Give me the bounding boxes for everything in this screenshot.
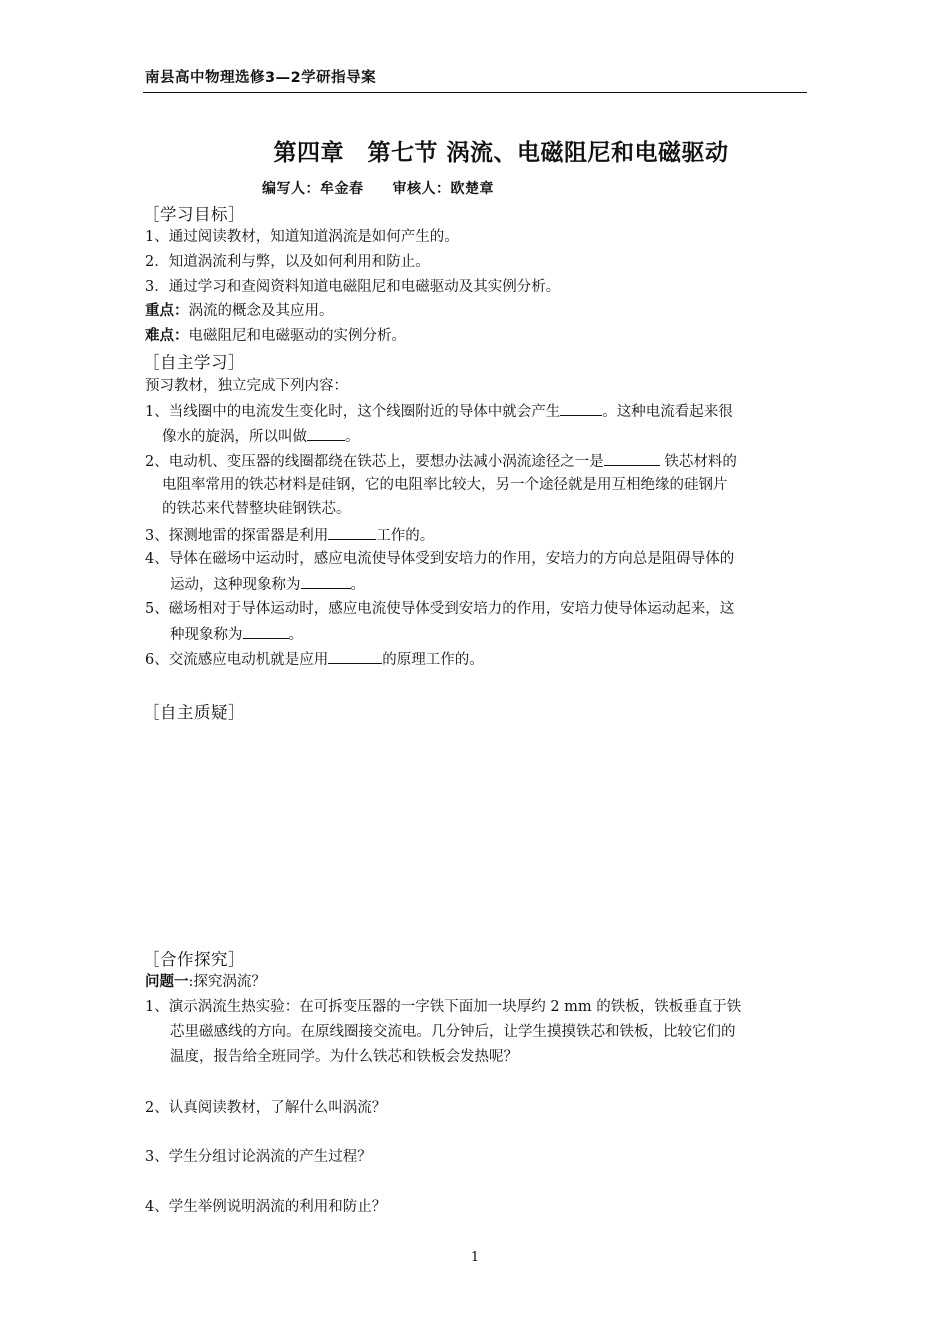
question-1-text-d: 。 [345,429,360,445]
question-5-line-2 [170,624,303,645]
cooperate-item-1-line-3: 温度，报告给全班同学。为什么铁芯和铁板会发热呢？ [170,1049,518,1065]
question-4-line-2 [170,574,365,595]
question-1-blank-2[interactable] [307,426,345,441]
section-heading-self-question: ［自主质疑］ [143,703,245,722]
question-2-blank-1[interactable] [604,451,660,466]
question-2-line-1 [145,451,737,472]
page-title: 第四章 第七节 涡流、电磁阻尼和电磁驱动 [273,140,729,166]
difficult-point-label: 难点： [145,328,189,344]
question-5-blank[interactable] [243,624,289,639]
problem-one [145,972,266,992]
question-2-text-b: 铁芯材料的 [659,454,737,470]
question-5-text-b: 种现象称为 [170,627,243,643]
question-6-text-a: 6、交流感应电动机就是应用 [145,652,329,668]
question-3 [145,525,434,546]
key-point [145,301,334,321]
section-heading-goals: ［学习目标］ [143,205,245,224]
difficult-point [145,326,406,346]
goal-item-1: 1、通过阅读教材，知道知道涡流是如何产生的。 [145,229,459,245]
question-6-text-b: 的原理工作的。 [382,652,484,668]
question-4-line-1: 4、导体在磁场中运动时，感应电流使导体受到安培力的作用，安培力的方向总是阻碍导体的 [145,551,735,567]
question-1-line-1 [145,401,733,422]
question-1-text-c: 像水的旋涡，所以叫做 [162,429,307,445]
key-point-label: 重点： [145,303,189,319]
self-study-intro: 预习教材，独立完成下列内容： [145,378,348,394]
question-4-text-c: 。 [350,577,365,593]
cooperate-item-1-line-2: 芯里磁感线的方向。在原线圈接交流电。几分钟后，让学生摸摸铁芯和铁板，比较它们的 [170,1024,736,1040]
question-5-text-c: 。 [288,627,303,643]
key-point-text: 涡流的概念及其应用。 [188,303,334,319]
question-3-blank[interactable] [328,525,376,540]
section-heading-self-study: ［自主学习］ [143,353,245,372]
question-4-blank[interactable] [301,574,351,589]
question-1-text-a: 1、当线圈中的电流发生变化时，这个线圈附近的导体中就会产生 [145,404,561,420]
question-5-line-1: 5、磁场相对于导体运动时，感应电流使导体受到安培力的作用，安培力使导体运动起来，这 [145,601,735,617]
difficult-point-text: 电磁阻尼和电磁驱动的实例分析。 [188,328,406,344]
question-1-text-b: 。这种电流看起来很 [602,404,733,420]
question-1-line-2 [162,426,360,447]
section-heading-cooperate: ［合作探究］ [143,950,245,969]
question-1-blank-1[interactable] [560,401,602,416]
question-3-text-a: 3、探测地雷的探雷器是利用 [145,528,329,544]
problem-one-label: 问题一 [145,974,189,990]
goal-item-2: 2．知道涡流利与弊，以及如何利用和防止。 [145,254,430,270]
question-6-blank[interactable] [328,649,382,664]
page-number: 1 [470,1250,480,1265]
question-2-text-a: 2、电动机、变压器的线圈都绕在铁芯上，要想办法减小涡流途径之一是 [145,454,604,470]
question-4-text-b: 运动，这种现象称为 [170,577,301,593]
cooperate-item-3: 3、学生分组讨论涡流的产生过程？ [145,1149,372,1165]
cooperate-item-2: 2、认真阅读教材，了解什么叫涡流？ [145,1100,387,1116]
question-6 [145,649,484,670]
authors-line: 编写人：牟金春 审核人：欧楚章 [262,181,494,197]
header-rule [143,92,807,93]
question-2-line-3: 的铁芯来代替整块硅钢铁芯。 [162,501,351,517]
question-2-line-2: 电阻率常用的铁芯材料是硅钢，它的电阻率比较大，另一个途径就是用互相绝缘的硅钢片 [162,477,728,493]
cooperate-item-4: 4、学生举例说明涡流的利用和防止？ [145,1199,387,1215]
cooperate-item-1-line-1: 1、演示涡流生热实验：在可拆变压器的一字铁下面加一块厚约 2 mm 的铁板，铁板垂直于铁 [145,999,742,1015]
running-header: 南县高中物理选修3—2学研指导案 [145,70,377,86]
goal-item-3: 3．通过学习和查阅资料知道电磁阻尼和电磁驱动及其实例分析。 [145,279,561,295]
question-3-text-b: 工作的。 [376,528,435,544]
problem-one-text: :探究涡流？ [188,974,266,990]
